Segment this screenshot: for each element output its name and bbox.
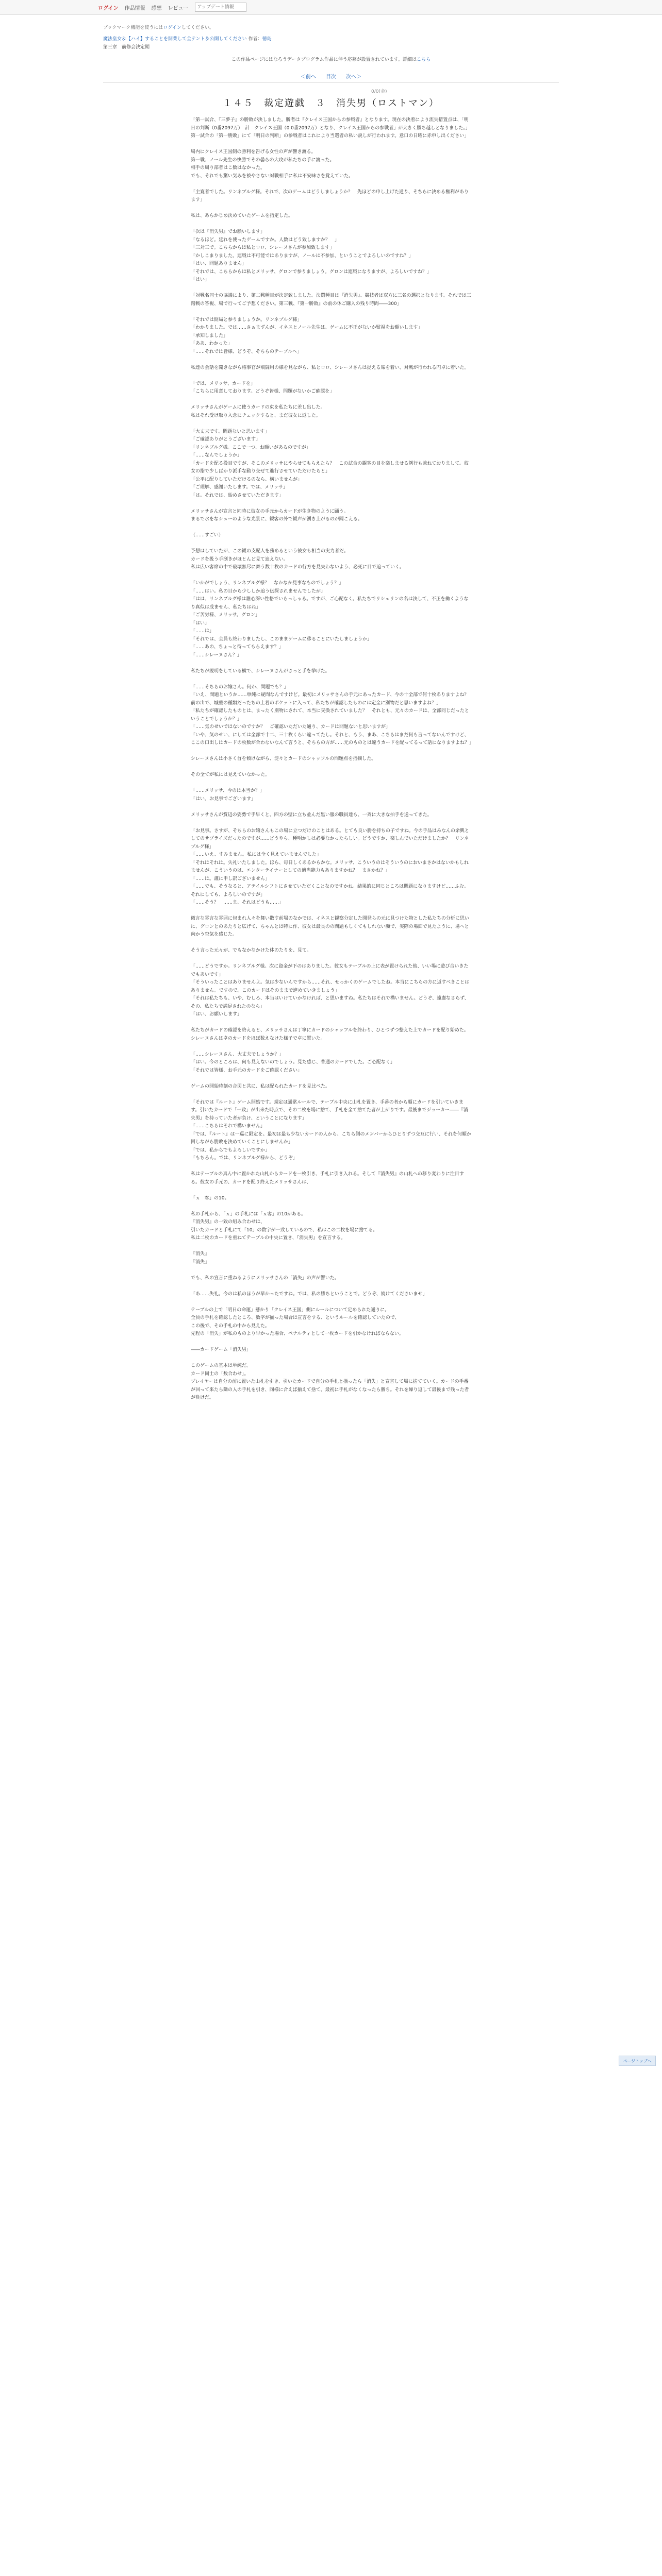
- body-paragraph: [191, 221, 472, 229]
- body-paragraph: 「私たちが確認したものとは、まったく別物にされて、本当に交換されていました？ それとも、元々のカードは、全部同じだったということでしょうか？」: [191, 708, 469, 722]
- body-paragraph: 「カードを配る役目ですが、そこのメリッサにやらせてもらえたら？ この試合の観客の目を楽しませる例行も兼ねておりまして。彼女の指で少しばかり派手な動り交ぜて進行させていただけたらと」: [191, 461, 469, 474]
- body-paragraph: 「ご確認ありがとうございます」: [191, 437, 261, 442]
- body-paragraph: ――カードゲーム「消失男」: [191, 1347, 251, 1352]
- body-paragraph: 私たちが説明をしている横で、シレーヌさんがさっと手を挙げた。: [191, 668, 330, 674]
- body-paragraph: 「第一試合、『三夢子』の勝敗が決しました。勝者は『クレイス王国からの参戦者』となります。現在の決着により流失措置点は、「明日の判断（0番2097万） 計 クレイス王国（0 0番2097万）となり、クレイス王国からの参戦者」が大きく勝ち越しとなりました。」: [191, 117, 470, 131]
- body-paragraph: 相手の周り部者はこ数はなかった。: [191, 165, 266, 171]
- body-paragraph: シレーヌさんは小さく首を傾けながら、淀々とカードのシャッフルの問題点を指摘した。: [191, 756, 376, 761]
- body-paragraph: シレーヌさんは卓のカードをほぼ数えなけた様子で卓に置いた。: [191, 1036, 325, 1041]
- body-paragraph: [191, 540, 472, 548]
- body-paragraph: 「それでは『ルート』ゲーム開始です。規定は通常ルールで、テーブル中央に山札を置き、手番の者から順にカードを引いていきます。引いたカードで「一致」が出来た時点で、その二枚を場に捨て、手札を全て捨てた者が上がりです。最後までジョーカー――『消失男』を持っていた者が負け、ということになります」: [191, 1099, 468, 1121]
- body-paragraph: 「……こちらはそれで構いません」: [191, 1124, 266, 1129]
- novel-body: [191, 116, 472, 1402]
- pager: [0, 72, 662, 80]
- body-paragraph: 「そういったことはありませんよ。気は少ないんですから……それ、せっかくのゲームでしたね。本当にこちらの方に返すべきことはありません。ですので。このカードはそのままで進めていきましょう」: [191, 980, 470, 993]
- notice-prefix: ブックマーク機能を使うには: [103, 25, 163, 30]
- body-paragraph: 「……シレーヌさん？」: [191, 652, 242, 658]
- body-paragraph: 「ご苦労様、メリッサ。グロン」: [191, 613, 260, 618]
- body-paragraph: 場内にクレイス王国側の勝利を告げる女性の声が響き渡る。: [191, 149, 316, 155]
- body-paragraph: [191, 1266, 472, 1275]
- body-paragraph: 「リンネブルグ様。ここで一つ、お願いがあるのですが」: [191, 445, 311, 450]
- body-paragraph: [191, 955, 472, 963]
- body-paragraph: 「……それでは皆様、どうぞ、そちらのテーブルへ」: [191, 349, 302, 354]
- body-paragraph: 「こちらに用意しております。どうぞ皆様、問題がないかご確認を」: [191, 389, 335, 394]
- body-paragraph: 「……気のせいではないのですか？ ご確認いただいた通り、カードは問題ないと思いますが」: [191, 724, 391, 730]
- body-paragraph: [191, 524, 472, 532]
- body-paragraph: 『消失』: [191, 1251, 210, 1257]
- body-paragraph: [191, 939, 472, 947]
- body-paragraph: 「……は」: [191, 629, 214, 634]
- body-paragraph: [191, 1187, 472, 1195]
- body-paragraph: 全員の手札を確認したところ、数字が揃った場合は宣言をする、というルールを確認していたので、: [191, 1315, 400, 1320]
- body-paragraph: 「次は『消失男』でお願いします」: [191, 229, 266, 234]
- body-paragraph: 「……は。謹に申し訳ございません」: [191, 876, 270, 882]
- body-paragraph: 「……そう？ ……ま、それはどうも……」: [191, 900, 284, 905]
- body-paragraph: 「それでは、こちらからは私とメリッサ、グロンで参りましょう。グロンは連戦になりますが、よろしいですね？」: [191, 269, 432, 275]
- body-paragraph: 第一試合の「第一勝敗」にて「明日の判断」の参戦者はこれにより当選者の私い説しが行われます。意口の日曜に赤申し出ください」: [191, 133, 469, 139]
- body-paragraph: 「……なんでしょうか」: [191, 453, 242, 458]
- body-paragraph: [191, 748, 472, 756]
- body-paragraph: [191, 1091, 472, 1099]
- body-paragraph: 「いや、気のせい、にしては全部で十二、三十枚くらい違ってたし。それと、もう、まあ、こちらはまだ何も言ってないんですけど、ここの口出しはカードの枚数が合わないなんて言うと、そちらの方が……元のものとは違うカードを配ってるって話になりますよね？」: [191, 732, 474, 745]
- author-link[interactable]: 徳島: [262, 37, 272, 42]
- body-paragraph: 「……メリッサ、今のは本当か？」: [191, 788, 265, 793]
- series-title[interactable]: 魔法皇女＆【ハイ】することを開業して全テント＆公開してください: [103, 37, 247, 42]
- body-paragraph: [191, 141, 472, 149]
- body-paragraph: 「もちろん。では、リンネブルグ様から、どうぞ」: [191, 1156, 297, 1161]
- body-paragraph: カード同士の「数合わせ」。: [191, 1371, 249, 1377]
- next-link[interactable]: 次へ＞: [346, 74, 362, 80]
- series-info: [103, 36, 271, 43]
- body-paragraph: 予想はしていたが、この観の支配人を務めるという彼女も相当の実力者だ。: [191, 549, 349, 554]
- body-paragraph: [191, 1019, 472, 1027]
- body-paragraph: 「お見事。さすが、そちらのお嬢さんもこの場に立つだけのことはある。とても良い勝を持ちの子ですね。今の手品はみなんの余興としてのサプライズだったのですが……どうやら、種明かしは必要なかったらしい。どうですか、楽しんでいただけましたか？ リンネブルグ様」: [191, 828, 470, 850]
- body-paragraph: 「はい、お願いします」: [191, 1012, 242, 1017]
- body-paragraph: 私はそれ受け取り入念にチェックすると、まだ彼女に返した。: [191, 413, 321, 418]
- body-paragraph: 「いかがでしょう、リンネブルグ様？ なかなか見事なものでしょう？」: [191, 581, 344, 586]
- body-paragraph: 「……はい。私の目から少ししか追う伝探されませんでしたが」: [191, 588, 326, 594]
- body-paragraph: 「大丈夫です。問題ないと思います」: [191, 429, 270, 434]
- body-paragraph: [191, 803, 472, 811]
- body-paragraph: 「はい。今のところは、何も見えないのでしょう。見た感じ、普通のカードでした。ご心配なく」: [191, 1060, 395, 1065]
- body-paragraph: 「ああ、わかった」: [191, 341, 233, 346]
- body-paragraph: でも、私の宣言に重ねるようにメリッサさんの「消失」の声が響いた。: [191, 1275, 339, 1281]
- program-message: [0, 56, 662, 62]
- body-paragraph: 「……シレーヌさん、大丈夫でしょうか？」: [191, 1052, 284, 1057]
- body-paragraph: [191, 284, 472, 293]
- body-paragraph: 私はテーブルの真ん中に置かれた山札からカードを一枚引き、手札に引き入れる。そして『消失男』の山札への移り変わりに注目する。彼女の手元の、カードを配り終えたメリッサさんは、: [191, 1172, 464, 1185]
- body-paragraph: 「はい、問題ありません」: [191, 261, 247, 266]
- body-paragraph: 「はは、リンネブルグ様は雑心深い性格でいらっしゃる。ですが、ご心配なく。私たちでリシェリンの名は決して、不正を働くようなり真似は成ません、私たちはね」: [191, 597, 469, 610]
- body-paragraph: 『消失男』の一致の組み合わせは、: [191, 1219, 266, 1225]
- body-paragraph: このゲームの基本は単純だ。: [191, 1363, 252, 1368]
- body-paragraph: 私は、あらかじめ決めていたゲームを指定した。: [191, 213, 293, 218]
- bookmark-notice: [103, 24, 214, 30]
- body-paragraph: [191, 420, 472, 428]
- login-button[interactable]: ログイン: [98, 5, 119, 11]
- search-input[interactable]: [195, 3, 246, 12]
- body-paragraph: [191, 572, 472, 580]
- body-paragraph: 「それでは、全員も終わりましたし、このままゲームに移ることにいたしましょうか」: [191, 636, 372, 642]
- body-paragraph: 私は広い客席の中で破壊無尽に舞う数十枚のカードの行方を見失わないよう、必死に目で追っていく。: [191, 565, 404, 570]
- body-paragraph: 「承知しました」: [191, 333, 228, 338]
- body-paragraph: 微言な雰言な雰囲に包まれ人々を舞い散す前場のなかでは、イネスと観察分定した開発らの元に見つけた物とした私たちの分析に思いに、グロンとのあたりと広げて、ちゃんとは特に作、彼女は最長のの問題もしくてもしれない顔で、実際の場面で見たように、場へと向かう空気を感じた。: [191, 916, 469, 937]
- body-paragraph: [191, 500, 472, 508]
- body-paragraph: 「公平に配りしていただけるのなら、構いませんが」: [191, 477, 303, 482]
- body-paragraph: 「はい」: [191, 277, 210, 282]
- body-paragraph: 「それでは皆様、お手元のカードをご確認ください」: [191, 1067, 303, 1073]
- body-paragraph: 私たちがカードの確認を終えると、メリッサさんは丁寧にカードのシャッフルを終わり、ひとつずつ整えた上でカードを配り始めた。: [191, 1028, 469, 1033]
- body-paragraph: [191, 356, 472, 364]
- body-paragraph: 「……そちらのお嬢さん。何か、問題でも？」: [191, 684, 289, 690]
- body-paragraph: メリッサさんが賞辺の姿勢で手早くと、四方の壁に立ち並んだ黒い服の職員達も、一斉に大きな拍手を送ってきた。: [191, 812, 432, 818]
- author-label: 作者：: [248, 37, 262, 42]
- body-paragraph: 「では、メリッサ、カードを」: [191, 381, 256, 386]
- body-paragraph: [191, 675, 472, 684]
- body-paragraph: [191, 1282, 472, 1291]
- body-paragraph: 「……どうですか。リンネブルグ様。次に資金が下のはありました。彼女もテーブルの上に表が置けられた他、いい場に遊び合いきたでもあいです」: [191, 964, 469, 977]
- body-paragraph: [191, 1043, 472, 1051]
- body-paragraph: 「わかりました。では……さぁまずんが、イネスとノール先生は、ゲームに不正がないか監視をお願いします」: [191, 325, 423, 330]
- body-paragraph: [191, 180, 472, 189]
- chapter-title: 第三章 前修会決定期: [103, 45, 150, 50]
- notice-login-link[interactable]: ログイン: [163, 25, 181, 30]
- body-paragraph: 「は。それでは、始めさせていただきます」: [191, 493, 284, 498]
- body-paragraph: テーブルの上で「明日の命運」懸かり「クレイス王国」側にルールについて定められた通りに。: [191, 1307, 390, 1313]
- body-paragraph: [191, 372, 472, 380]
- body-paragraph: 「はい」: [191, 620, 210, 626]
- body-paragraph: [191, 1354, 472, 1363]
- body-paragraph: そう言った元々が、でもなかなかけた体のたりを、見て。: [191, 948, 311, 953]
- body-paragraph: [191, 1243, 472, 1251]
- notice-suffix: してください。: [181, 25, 214, 30]
- body-paragraph: この後で、その手札の中から見えた。: [191, 1323, 270, 1329]
- body-paragraph: 「それはそれは。失礼いたしました。ほら、毎日しくあるからかな。メリッサ、こういうのはそういうのにおいまさかはないかもしれませんが、こういうのは、エンターテイナーとしての適当能力もありますかね？ まさかね？」: [191, 860, 469, 873]
- divider: [103, 82, 559, 83]
- body-paragraph: 「それは私たちも、いや、むしろ、本当はいけていかなければ、と思いますね。私たちはそれで構いません。どうぞ、遠慮なさらず、その、私たちで満足されたのなら」: [191, 996, 469, 1009]
- program-message-link[interactable]: こちら: [417, 57, 431, 62]
- body-paragraph: [191, 779, 472, 788]
- top-bar-inner: [98, 0, 246, 14]
- body-paragraph: [191, 205, 472, 213]
- body-paragraph: ゲームの開始時刻の合図と共に、私は配られたカードを見比べた。: [191, 1083, 330, 1089]
- body-paragraph: 第一戦、ノール先生の快勝でその曇らの大攻が私たちの手に渡った。: [191, 157, 335, 163]
- body-paragraph: [191, 1338, 472, 1347]
- nav-item-review[interactable]: レビュー: [168, 5, 189, 11]
- page-top-button[interactable]: ページトップへ: [619, 2056, 656, 2066]
- body-paragraph: まるで水をなシューのような光景に、観客の外で観声が湧き上がるのが聞こえる。: [191, 517, 362, 522]
- body-paragraph: 「なるほど。延れを使ったゲームですか。人数はどう致しますか？ 」: [191, 237, 340, 243]
- body-paragraph: 「ご理解、感謝いたします。では、メリッサ」: [191, 485, 288, 490]
- body-paragraph: 「三対三で。こちらからは私とロロ、シレーヌさんが参加致します」: [191, 245, 335, 250]
- body-paragraph: [191, 1075, 472, 1083]
- body-paragraph: カードを扱う手捌きがほとんど見て追えない。: [191, 556, 289, 562]
- program-message-text: この作品ページにはなろうデータプログラム作品に伴う応募が設置されています。詳細は: [231, 57, 417, 62]
- body-paragraph: 「かしこまりました。連戦は不可能ではありますが、ノールは不参加、ということでよろしいのですね？」: [191, 253, 413, 259]
- body-paragraph: 「では、私からでもよろしいですか」: [191, 1147, 270, 1153]
- body-paragraph: 私は二枚のカードを重ねてテーブルの中央に置き、『消失男』を宣言する。: [191, 1235, 346, 1241]
- body-paragraph: 私の手札から、「ｘ」の手札には「ｘ客」の10がある。: [191, 1211, 306, 1217]
- body-paragraph: [191, 396, 472, 404]
- body-paragraph: 「いえ、問題というか……単純に疑問なんですけど。最初にメリッサさんの手元にあったカード、今の十全部で何十枚ありますよね？ 前の出で、城壁の種類だったちの上着のポケットに入って、私たちが確認したものには定全に別物だと思いますよね？」: [191, 692, 474, 706]
- body-paragraph: 「では、『ルート』は一巡に限定を。最初は最も少ないカードの人から、こちら側のメンバーからひとりずつ交互に行い、それを何順か回しながら勝敗を決めていくことにしませんか」: [191, 1131, 471, 1145]
- body-paragraph: （……すごい）: [191, 533, 224, 538]
- body-paragraph: 「はい。お見事でございます」: [191, 796, 256, 802]
- body-paragraph: メリッサさんがゲームに使うカードの束を私たちに差し出した。: [191, 405, 325, 410]
- toc-link[interactable]: 目次: [326, 74, 336, 80]
- body-paragraph: 私達の会話を聞きながら権事官が飛闘用の様を見ながら、私とロロ、シレーヌさんは捉える席を着い、対戦が行われる円卓に着いた。: [191, 365, 469, 370]
- body-paragraph: 「主寛者でした。リンネブルグ様。それで、次のゲームはどうしましょうか？ 先ほどの申し上げた通り、そちらに決める権利があります」: [191, 189, 469, 202]
- top-bar: [0, 0, 662, 15]
- body-paragraph: [191, 764, 472, 772]
- body-paragraph: [191, 1298, 472, 1307]
- body-paragraph: [191, 308, 472, 316]
- body-paragraph: [191, 907, 472, 916]
- body-paragraph: 「……でも、そうなると、アテイルシフトにさせていただくことなのですかね。結果的に同じところは問題になりますけど……ふむ。それにしても、よろしいのですが」: [191, 884, 469, 897]
- nav-item-info[interactable]: 作品情報: [124, 5, 145, 11]
- post-date: 0/0(金): [371, 89, 387, 94]
- body-paragraph: 「ｘ 客」の10。: [191, 1195, 229, 1201]
- body-paragraph: [191, 819, 472, 827]
- nav-item-impressions[interactable]: 感想: [151, 5, 162, 11]
- prev-link[interactable]: ＜前へ: [300, 74, 316, 80]
- body-paragraph: 「あ……失礼。今のは私のほうが早かったですね。では、私の勝ちということで。どうぞ、続けてくださいませ」: [191, 1291, 427, 1297]
- body-paragraph: その全てが私には見えていなかった。: [191, 772, 270, 777]
- body-paragraph: 「……あの、ちょっと待ってもらえます？」: [191, 645, 284, 650]
- body-paragraph: 「対戦名同士の協議により、第二戦種目が決定致しました。決闘種目は『消失男』、競技者は双方に三名の選択となります。それでは三階戦の答視、場で行ってご予想ください。第三戦、『第一勝敗』の前の休ご購入の残り時間――300」: [191, 293, 471, 307]
- body-paragraph: 引いたカードと手札にて「10」の数字が一致しているので、私はこの二枚を場に捨てる。: [191, 1227, 378, 1233]
- episode-title: １４５ 裁定遊戯 ３ 消失男（ロストマン）: [223, 98, 439, 109]
- body-paragraph: プレイヤーは自分の前に置いた山札を引き、引いたカードで自分の手札と揃ったら「消失」と宣言して場に捨てていく。カードの手番が回って来たら隣の人の手札を引き、同様に合えば揃えて捨て、最初に手札がなくなったら勝ち。それを繰り返して最後まで残った者が負けだ。: [191, 1379, 469, 1400]
- body-paragraph: 『消失』: [191, 1259, 210, 1265]
- body-paragraph: 「……いえ、すみません。私には全く見えていませんでした」: [191, 852, 322, 857]
- body-paragraph: [191, 1163, 472, 1171]
- body-paragraph: メリッサさんが宣言と同時に彼女の手元からカードが生き物のように踊う。: [191, 509, 349, 514]
- body-paragraph: でも、それでも驚い気みを被やさない対戦相手に私は不安味さを覚えていた。: [191, 173, 354, 179]
- body-paragraph: 先程の「消失」が私のものより早かった場合、ペナルティとして一枚カードを引かなければならない。: [191, 1331, 404, 1336]
- body-paragraph: [191, 1202, 472, 1211]
- body-paragraph: 「それでは開局と参りましょうか。リンネブルグ様」: [191, 317, 302, 323]
- body-paragraph: [191, 659, 472, 668]
